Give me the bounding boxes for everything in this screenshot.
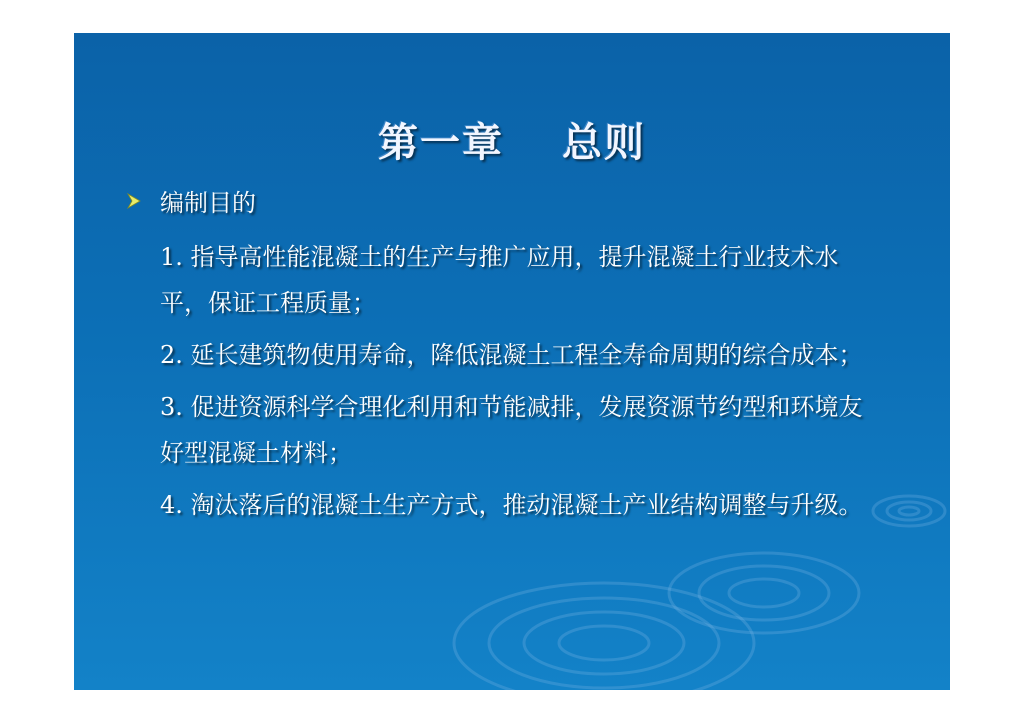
arrow-icon bbox=[126, 191, 142, 211]
list-item: 2. 延长建筑物使用寿命，降低混凝土工程全寿命周期的综合成本； bbox=[160, 341, 863, 369]
list-item: 4. 淘汰落后的混凝土生产方式，推动混凝土产业结构调整与升级。 bbox=[160, 491, 863, 519]
list-item: 3. 促进资源科学合理化利用和节能减排，发展资源节约型和环境友好型混凝土材料； bbox=[160, 393, 863, 467]
section-heading: 编制目的 bbox=[160, 189, 256, 217]
list-item: 1. 指导高性能混凝土的生产与推广应用，提升混凝土行业技术水平，保证工程质量； bbox=[160, 243, 839, 317]
slide bbox=[74, 33, 950, 690]
objectives-list bbox=[160, 234, 880, 534]
slide-title: 第一章 总则 bbox=[378, 119, 646, 166]
bullet-heading-row bbox=[126, 183, 256, 218]
